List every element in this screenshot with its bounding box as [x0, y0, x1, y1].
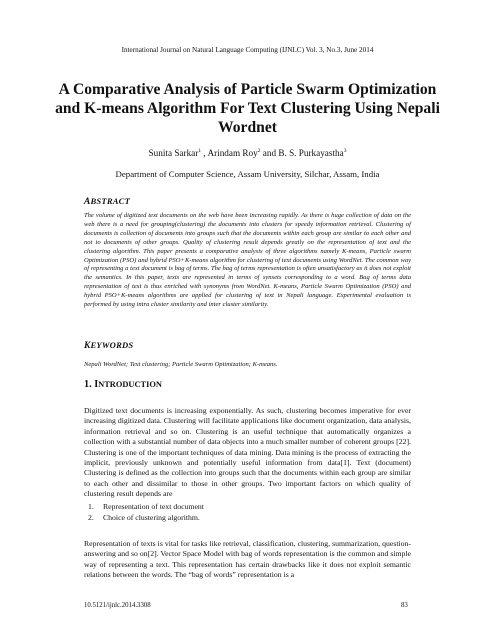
- author-list: [0, 148, 495, 158]
- section-number: 1.: [84, 379, 95, 390]
- keywords-heading-rest: EYWORDS: [90, 340, 134, 350]
- list-item-number: 2.: [88, 512, 94, 522]
- author-2-affil: 2: [257, 148, 261, 154]
- factor-list: [88, 502, 408, 523]
- abstract-heading-rest: BSTRACT: [90, 196, 131, 206]
- keywords-heading-cap: K: [84, 341, 91, 351]
- keywords-heading: [84, 340, 133, 351]
- list-item-text: Choice of clustering algorithm.: [103, 512, 200, 522]
- list-item: [88, 513, 408, 524]
- section-heading-introduction: [84, 379, 162, 390]
- intro-paragraph-2: Representation of texts is vital for tasks like retrieval, classification, clustering, summarization, question-answering and so on[2]. Vector Space Model with bag of words representation is the common and simple way of representing a text. This representation has certain drawbacks like it does not exploit semantic relations between the words. The “bag of words” representation is a: [84, 539, 411, 580]
- abstract-text: The volume of digitized text documents on the web have been increasing rapidly. As there is huge collection of data on the web there is a need for grouping(clustering) the documents into clusters for speedy information retrieval. Clustering of documents is collection of documents into groups such that the documents within each group are similar to each other and not to documents of other groups. Quality of clustering result depends greatly on the representation of text and the clustering algorithm. This paper presents a comparative analysis of three algorithms namely K-means, Particle swarm Optimization (PSO) and hybrid PSO+K-means algorithm for clustering of text documents using WordNet. The common way of representing a text document is bag of terms. The bag of terms representation is often unsatisfactory as it does not exploit the semantics. In this paper, texts are represented in terms of synsets corresponding to a word. Bag of terms data representation of text is thus enriched with synonyms from WordNet. K-means, Particle Swarm Optimization (PSO) and hybrid PSO+K-means algorithms are applied for clustering of text in Nepali language. Experimental evaluation is performed by using intra cluster similarity and inter cluster similarity.: [84, 212, 411, 309]
- abstract-heading-cap: A: [84, 197, 91, 207]
- footer-page-number: 83: [401, 602, 408, 609]
- author-3-affil: 3: [343, 148, 347, 154]
- author-3: B. S. Purkayastha: [278, 148, 344, 159]
- list-item-number: 1.: [88, 502, 94, 511]
- list-item: [88, 502, 408, 513]
- author-separator-1: ,: [201, 148, 208, 159]
- keywords-text: Nepali WordNet; Text clustering; Particle Swarm Optimization; K-means.: [84, 361, 278, 368]
- abstract-heading: [84, 196, 130, 207]
- affiliation: Department of Computer Science, Assam University, Silchar, Assam, India: [115, 169, 380, 179]
- author-1: Sunita Sarkar: [148, 148, 199, 159]
- list-item-text: Representation of text document: [103, 502, 204, 511]
- footer-doi: 10.5121/ijnlc.2014.3308: [84, 602, 151, 609]
- author-separator-2: and: [260, 148, 279, 159]
- section-title-cap: I: [94, 379, 99, 390]
- paper-title: A Comparative Analysis of Particle Swarm Optimization and K-means Algorithm For Text Clustering Using Nepali Wordnet: [55, 81, 440, 136]
- author-1-affil: 1: [198, 148, 202, 154]
- journal-header: International Journal on Natural Language Computing (IJNLC) Vol. 3, No.3, June 2014: [121, 46, 374, 54]
- section-title-rest: NTRODUCTION: [98, 380, 162, 389]
- author-2: Arindam Roy: [207, 148, 258, 159]
- intro-paragraph-1: Digitized text documents is increasing exponentially. As such, clustering becomes imperative for ever increasing digitized data. Clustering will facilitate applications like document organization, data analysis, information retrieval and so on. Clustering is an useful technique that automatically organizes a collection with a substantial number of data objects into a much smaller number of coherent groups [22]. Clustering is one of the important techniques of data mining. Data mining is the process of extracting the implicit, previously unknown and potentially useful information from data[1]. Text (document) Clustering is defined as the collection into groups such that the documents within each group are similar to each other and dissimilar to those in other groups. Two important factors on which quality of clustering result depends are: [84, 406, 411, 499]
